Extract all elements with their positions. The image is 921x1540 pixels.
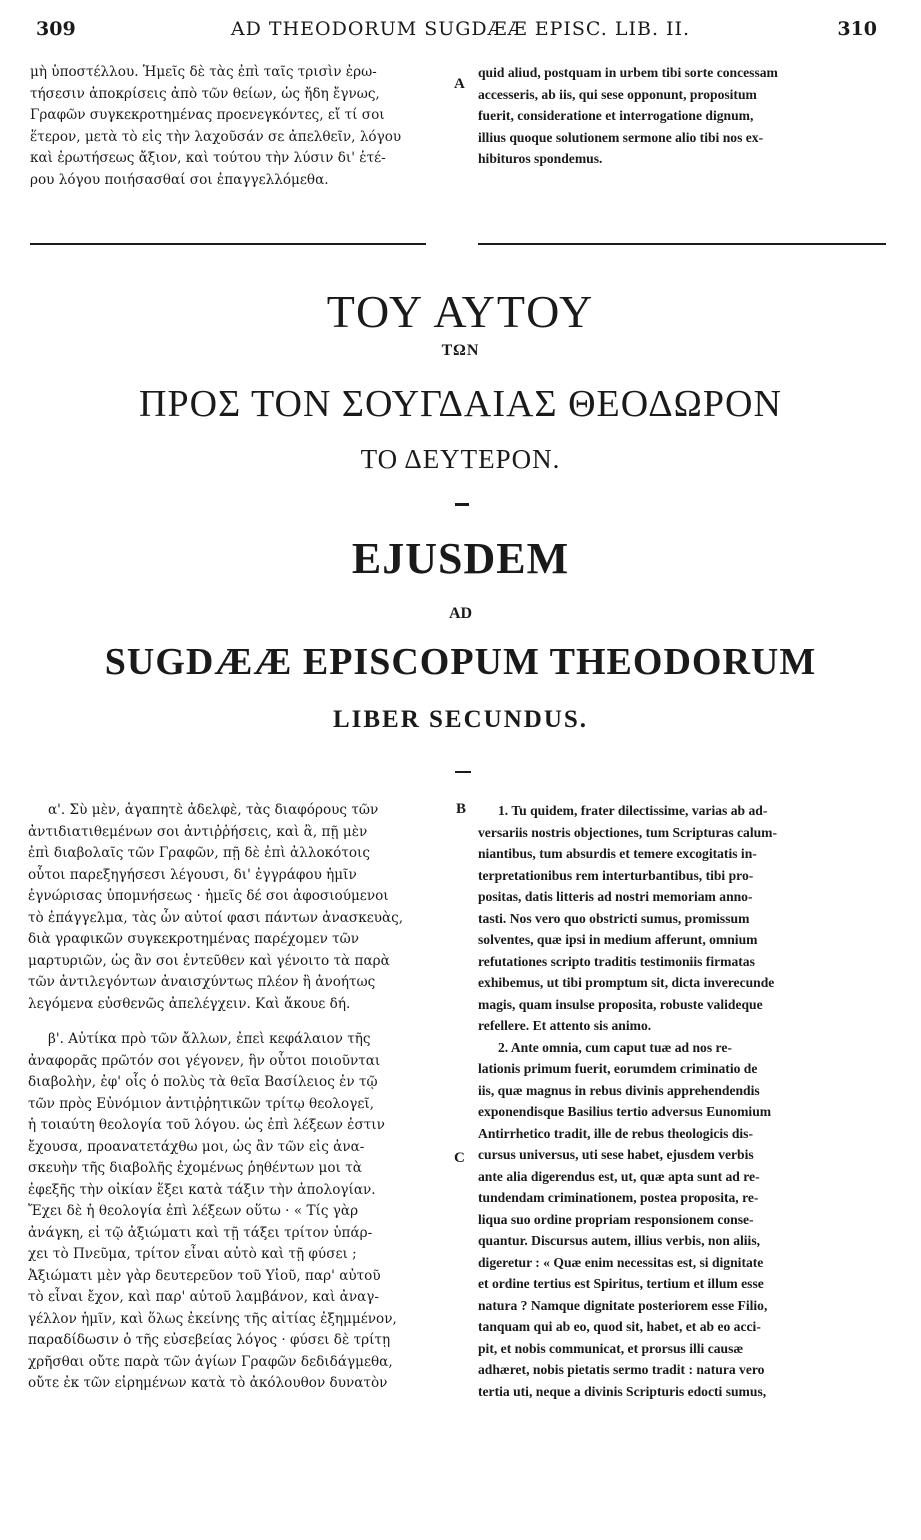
text-line: digeretur : « Quæ enim necessitas est, si dignitate [478, 1254, 764, 1270]
latin-body-column [478, 800, 886, 1402]
text-line: χρῆσθαι οὔτε παρὰ τῶν ἁγίων Γραφῶν δεδιδάγμεθα, [28, 1353, 393, 1370]
page-number-left: 309 [36, 18, 76, 40]
text-line: iis, quæ magnus in rebus divinis apprehendendis [478, 1082, 760, 1098]
text-line: Ἔχει δὲ ἡ θεολογία ἐπὶ λέξεων οὕτω · « Τίς γὰρ [28, 1203, 359, 1219]
latin-title-liber: LIBER SECUNDUS. [332, 706, 589, 733]
text-line: ἀντιδιατιθεμένων σοι ἀντιῤῥήσεις, καὶ ἃ, πῇ μὲν [28, 823, 368, 840]
text-line: versariis nostris objectiones, tum Scripturas calum- [478, 824, 778, 840]
text-line: μαρτυριῶν, ὡς ἂν σοι ἐντεῦθεν καὶ γένοιτο τὰ παρὰ [28, 952, 390, 969]
text-line: natura ? Namque dignitate posteriorem esse Filio, [478, 1297, 768, 1313]
greek-title-deuteron: ΤΟ ΔΕΥΤΕΡΟΝ. [360, 444, 561, 474]
text-line: magis, quam insulse proposita, robuste valideque [478, 996, 763, 1012]
title-dash-bottom [455, 771, 471, 773]
text-line: et ordine tertius est Spiritus, tertium et illum esse [478, 1276, 764, 1291]
text-line: exponendisque Basilius tertio adversus Eunomium [478, 1104, 772, 1119]
margin-marker-c: C [454, 1150, 465, 1166]
text-line: 1. Tu quidem, frater dilectissime, varias ab ad- [498, 803, 768, 818]
text-line: Antirrhetico tradit, ille de rebus theologicis dis- [478, 1125, 753, 1141]
text-line: ἐφεξῆς τὴν οἰκίαν ἕξει κατὰ τάξιν τὴν ἀπολογίαν. [28, 1181, 376, 1198]
text-line: fuerit, consideratione et interrogatione dignum, [478, 108, 754, 123]
text-line: quid aliud, postquam in urbem tibi sorte concessam [478, 65, 778, 80]
running-header [0, 18, 921, 44]
margin-marker-b: B [456, 801, 467, 817]
latin-title-ad: AD [448, 605, 473, 622]
greek-title-ton: ΤΩΝ [441, 342, 480, 359]
text-line: positas, datis litteris ad nostri memoriam anno- [478, 889, 753, 904]
margin-marker-a: A [454, 76, 465, 92]
text-line: cursus universus, uti sese habet, ejusdem verbis [478, 1147, 754, 1162]
text-line: ἐγνώρισας ὑπομνήσεως · ἡμεῖς δέ σοι ἀφοσιούμενοι [28, 888, 389, 904]
text-line: Ἀξιώματι μὲν γὰρ δευτερεῦον τοῦ Υἱοῦ, παρ' αὐτοῦ [28, 1267, 381, 1284]
text-line: accesseris, ab iis, qui sese opponunt, propositum [478, 86, 757, 102]
text-line: niantibus, tum absurdis et temere excogitatis in- [478, 846, 757, 861]
text-line: Γραφῶν συγκεκροτημένας προενεγκόντες, εἴ τί σοι [30, 107, 385, 123]
text-line: ἡ τοιαύτη θεολογία τοῦ λόγου. ὡς ἐπὶ λέξεων ἐστιν [28, 1117, 385, 1133]
section-rule-right [478, 243, 886, 245]
text-line: λεγόμενα εὐσθενῶς ἀπελέγχειν. Καὶ ἄκουε δή. [28, 995, 351, 1012]
text-line: ἐπὶ διαβολαῖς τῶν Γραφῶν, πῇ δὲ ἐπὶ ἀλλοκότοις [28, 845, 370, 861]
text-line: terpretationibus rem interturbantibus, tibi pro- [478, 867, 754, 883]
text-line: tundendam criminationem, postea proposita, re- [478, 1190, 759, 1205]
text-line: ἕτερον, μετὰ τὸ εἰς τὴν λαχοῦσάν σε ἀπελθεῖν, λόγου [30, 128, 402, 145]
text-line: οὔτε ἐκ τῶν εἰρημένων κατὰ τὸ ἀκόλουθον δυνατὸν [28, 1375, 388, 1391]
text-line: διὰ γραφικῶν συγκεκροτημένας παρέχομεν τῶν [28, 931, 360, 947]
text-line: τὸ εἶναι ἔχον, καὶ παρ' αὐτοῦ λαμβάνον, καὶ ἀναγ- [28, 1289, 380, 1305]
text-line: liqua suo ordine propriam responsionem conse- [478, 1211, 754, 1227]
title-dash [455, 503, 469, 506]
text-line: tertia uti, neque a divinis Scripturis edocti sumus, [478, 1383, 767, 1399]
text-line: tasti. Nos vero quo obstricti sumus, promissum [478, 910, 750, 926]
text-line: α'. Σὺ μὲν, ἀγαπητὲ ἀδελφὲ, τὰς διαφόρους τῶν [48, 802, 379, 818]
text-line: οὗτοι παρεξηγήσεσι λέγουσι, δι' ἐγγράφου ἡμῖν [28, 866, 357, 883]
text-line: β'. Αὐτίκα πρὸ τῶν ἄλλων, ἐπεὶ κεφάλαιον τῆς [48, 1031, 371, 1047]
text-line: τῶν ἀντιλεγόντων ἀναισχύντως πλέον ἢ ἀνοήτως [28, 974, 376, 990]
text-line: ἔχουσα, προανατετάχθω μοι, ὡς ἂν τῶν εἰς ἀνα- [28, 1138, 365, 1155]
text-line: χει τὸ Πνεῦμα, τρίτον εἶναι αὐτὸ καὶ τῇ φύσει ; [28, 1246, 357, 1262]
text-line: illius quoque solutionem sermone alio tibi nos ex- [478, 129, 764, 145]
top-latin-column [478, 62, 886, 170]
text-line: refellere. Et attento sis animo. [478, 1018, 652, 1033]
text-line: τήσεσιν ἀποκρίσεις ἀπὸ τῶν θείων, ὡς ἤδη ἔγνως, [30, 85, 380, 102]
text-line: ἀνάγκη, εἰ τῷ ἀξιώματι καὶ τῇ τάξει τρίτον ὑπάρ- [28, 1224, 373, 1241]
text-line: 2. Ante omnia, cum caput tuæ ad nos re- [498, 1039, 732, 1055]
text-line: pit, et nobis communicat, et prorsus illi causæ [478, 1340, 744, 1356]
text-line: hibituros spondemus. [478, 151, 603, 166]
latin-title-sugdaeae: SUGDÆÆ EPISCOPUM THEODORUM [104, 641, 817, 683]
text-line: ante alia digerendus est, ut, quæ apta sunt ad re- [478, 1168, 760, 1184]
greek-title-pros: ΠΡΟΣ ΤΟΝ ΣΟΥΓΔΑΙΑΣ ΘΕΟΔΩΡΟΝ [139, 383, 782, 425]
text-line: ρου λόγου ποιήσασθαί σοι ἐπαγγελλόμεθα. [30, 171, 329, 188]
text-line: σκευὴν τῆς διαβολῆς ἐχομένως ῥηθέντων μοι τὰ [28, 1160, 362, 1176]
section-rule-left [30, 243, 426, 245]
text-line: adhæret, nobis pietatis sermo tradit : natura vero [478, 1362, 765, 1377]
text-line: τὸ ἐπάγγελμα, τὰς ὧν αὐτοί φασι πάντων ἀνασκευὰς, [28, 909, 404, 926]
text-line: solventes, quæ ipsi in medium afferunt, omnium [478, 932, 758, 947]
running-title: AD THEODORUM SUGDÆÆ EPISC. LIB. II. [230, 18, 691, 40]
text-line: παραδίδωσιν ὁ τῆς εὐσεβείας λόγος · φύσει δὲ τρίτῃ [28, 1332, 391, 1348]
text-line: τῶν πρὸς Εὐνόμιον ἀντιῤῥητικῶν τρίτῳ θεολογεῖ, [28, 1095, 375, 1112]
latin-title-ejusdem: EJUSDEM [351, 534, 570, 583]
text-line: γέλλον ἡμῖν, καὶ ὅλως ἐκείνης τῆς αἰτίας ἐξημμένον, [28, 1310, 397, 1327]
text-line: tanquam qui ab eo, quod sit, habet, et ab eo acci- [478, 1319, 761, 1334]
text-line: exhibemus, ut tibi promptum sit, dicta inverecunde [478, 975, 775, 990]
greek-body-column [28, 800, 452, 1395]
text-line: refutationes scripto traditis testimoniis firmatas [478, 953, 755, 969]
text-line: lationis primum fuerit, eorumdem criminatio de [478, 1061, 758, 1076]
greek-title-main: ΤΟΥ ΑΥΤΟΥ [326, 286, 595, 337]
text-line: quantur. Discursus autem, illius verbis, non aliis, [478, 1233, 761, 1248]
text-line: μὴ ὑποστέλλου. Ἡμεῖς δὲ τὰς ἐπὶ ταῖς τρισὶν ἐρω- [30, 64, 377, 80]
page-number-right: 310 [837, 18, 877, 40]
top-greek-column [30, 62, 450, 191]
text-line: καὶ ἐρωτήσεως ἄξιον, καὶ τούτου τὴν λύσιν δι' ἑτέ- [30, 150, 386, 166]
text-line: ἀναφορᾶς πρῶτόν σοι γέγονεν, ἣν οὗτοι ποιοῦνται [28, 1052, 381, 1069]
text-line: διαβολὴν, ἐφ' οἷς ὁ πολὺς τὰ θεῖα Βασίλειος ἐν τῷ [28, 1074, 378, 1090]
